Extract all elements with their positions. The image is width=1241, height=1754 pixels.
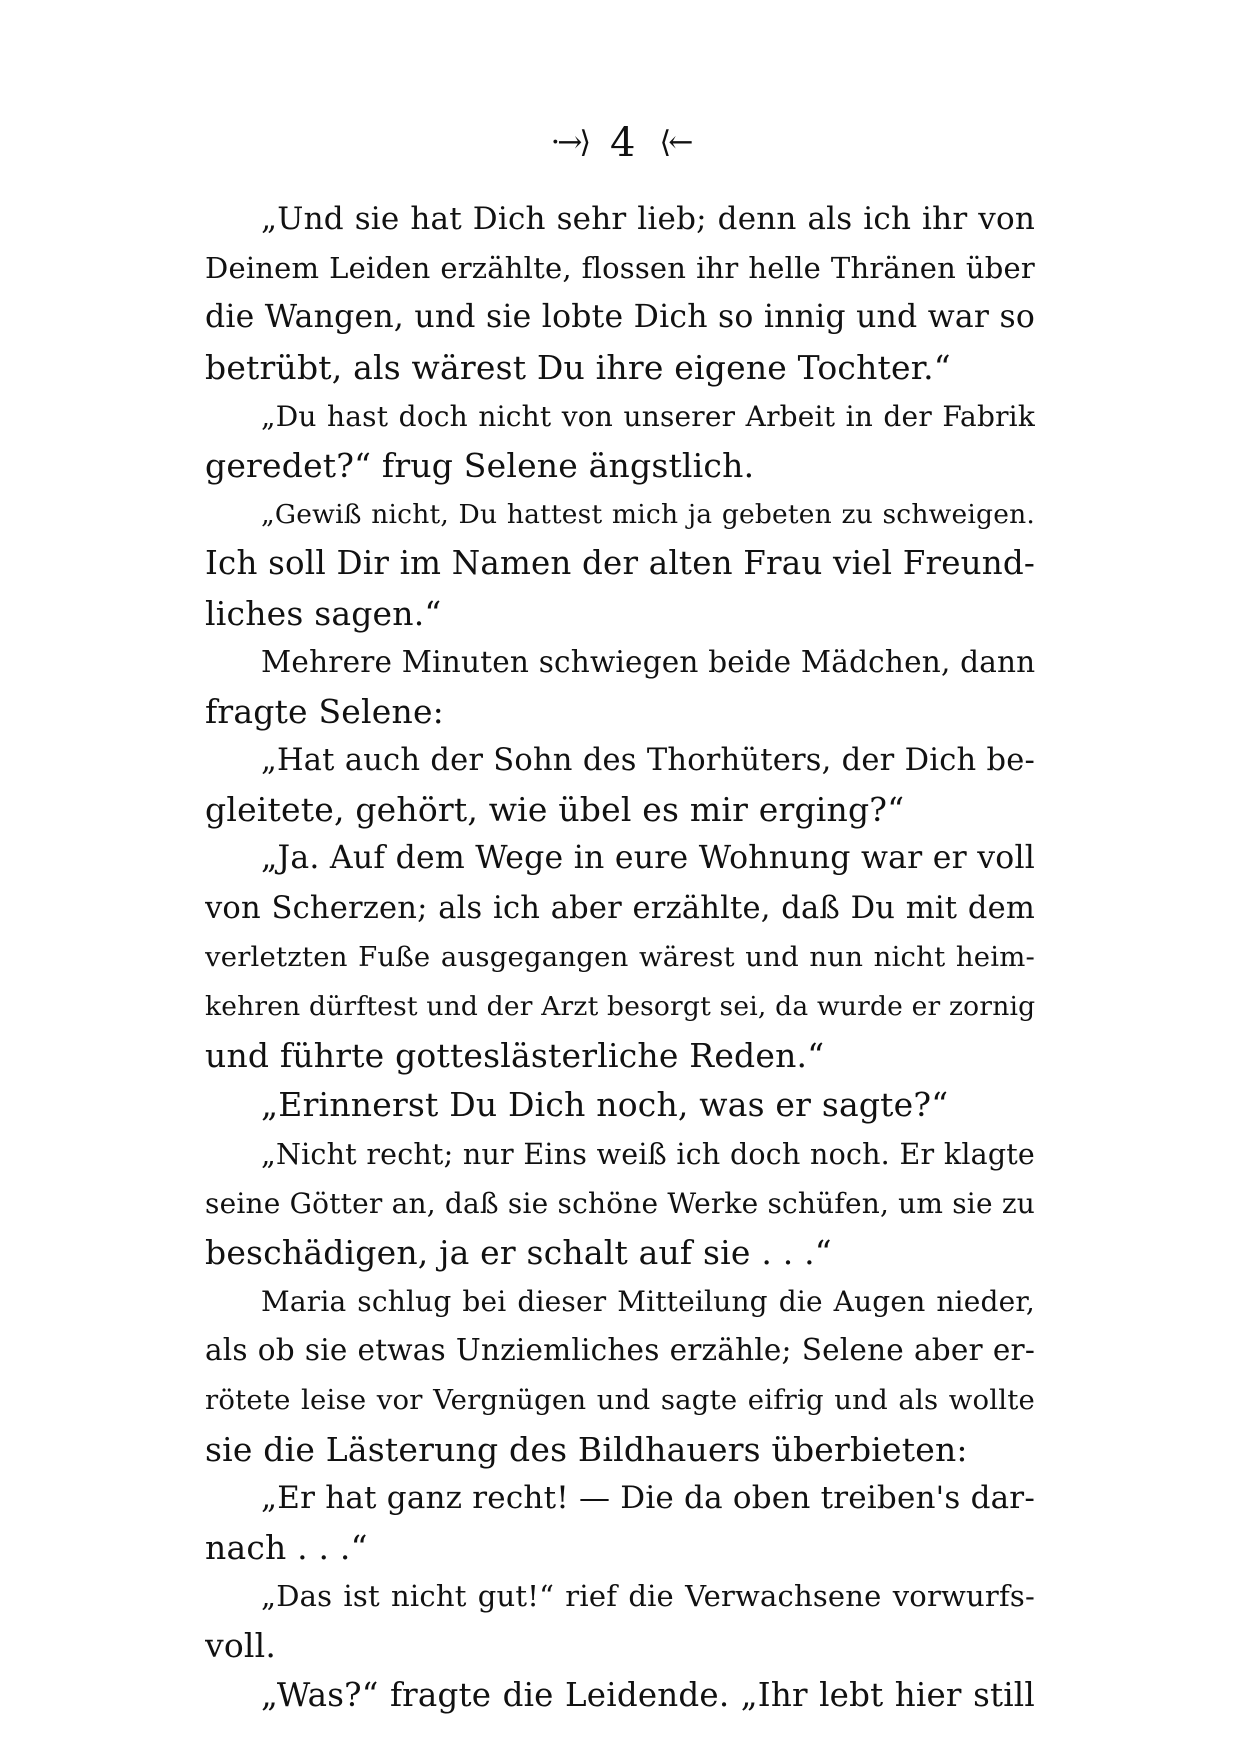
text-line: „Erinnerst Du Dich noch, was er sagte?“ xyxy=(261,1085,949,1125)
text-line: „Gewiß nicht, Du hattest mich ja gebeten zu schweigen. xyxy=(261,499,1035,531)
text-line: betrübt, als wärest Du ihre eigene Tochter.“ xyxy=(205,347,951,387)
text-line: Deinem Leiden erzählte, flossen ihr helle Thränen über xyxy=(205,251,1035,286)
text-line: liches sagen.“ xyxy=(205,593,442,633)
text-line: sie die Lästerung des Bildhauers überbieten: xyxy=(205,1429,968,1469)
text-line: „Hat auch der Sohn des Thorhüters, der Dich be- xyxy=(261,743,1035,779)
text-line: gleitete, gehört, wie übel es mir erging?“ xyxy=(205,790,905,830)
text-line: „Ja. Auf dem Wege in eure Wohnung war er voll xyxy=(261,840,1035,877)
text-line: von Scherzen; als ich aber erzählte, daß Du mit dem xyxy=(205,890,1035,926)
text-line: Maria schlug bei dieser Mitteilung die Augen nieder, xyxy=(261,1285,1035,1319)
ornament-left: ·→⟩ xyxy=(550,125,589,160)
text-line: geredet?“ frug Selene ängstlich. xyxy=(205,445,755,485)
text-line: seine Götter an, daß sie schöne Werke schüfen, um sie zu xyxy=(205,1186,1035,1220)
text-line: „Du hast doch nicht von unserer Arbeit in der Fabrik xyxy=(261,399,1035,433)
text-line: nach . . .“ xyxy=(205,1528,368,1568)
text-line: verletzten Fuße ausgegangen wärest und nun nicht heim- xyxy=(205,940,1035,973)
text-line: „Das ist nicht gut!“ rief die Verwachsene vorwurfs- xyxy=(261,1579,1035,1614)
text-line: „Und sie hat Dich sehr lieb; denn als ich ihr von xyxy=(261,201,1035,237)
text-line: „Was?“ fragte die Leidende. „Ihr lebt hier still xyxy=(261,1675,1035,1714)
ornament-right: ⟨← xyxy=(659,125,691,160)
text-line: rötete leise vor Vergnügen und sagte eifrig und als wollte xyxy=(205,1383,1035,1416)
text-line: als ob sie etwas Unziemliches erzähle; Selene aber er- xyxy=(205,1333,1035,1368)
text-line: voll. xyxy=(205,1626,277,1666)
text-line: beschädigen, ja er schalt auf sie . . .“ xyxy=(205,1232,832,1272)
body-text xyxy=(205,195,1035,1720)
text-line: „Er hat ganz recht! — Die da oben treiben's dar- xyxy=(261,1479,1035,1516)
text-line: Mehrere Minuten schwiegen beide Mädchen, dann xyxy=(261,644,1035,679)
page-header xyxy=(0,118,1241,168)
text-line: Ich soll Dir im Namen der alten Frau viel Freund- xyxy=(205,544,1035,583)
text-line: „Nicht recht; nur Eins weiß ich doch noch. Er klagte xyxy=(261,1137,1035,1171)
page-number: 4 xyxy=(610,120,638,166)
text-line: die Wangen, und sie lobte Dich so innig und war so xyxy=(205,299,1035,336)
text-line: und führte gotteslästerliche Reden.“ xyxy=(205,1036,825,1076)
text-line: fragte Selene: xyxy=(205,691,444,731)
text-line: kehren dürftest und der Arzt besorgt sei, da wurde er zornig xyxy=(205,991,1035,1022)
